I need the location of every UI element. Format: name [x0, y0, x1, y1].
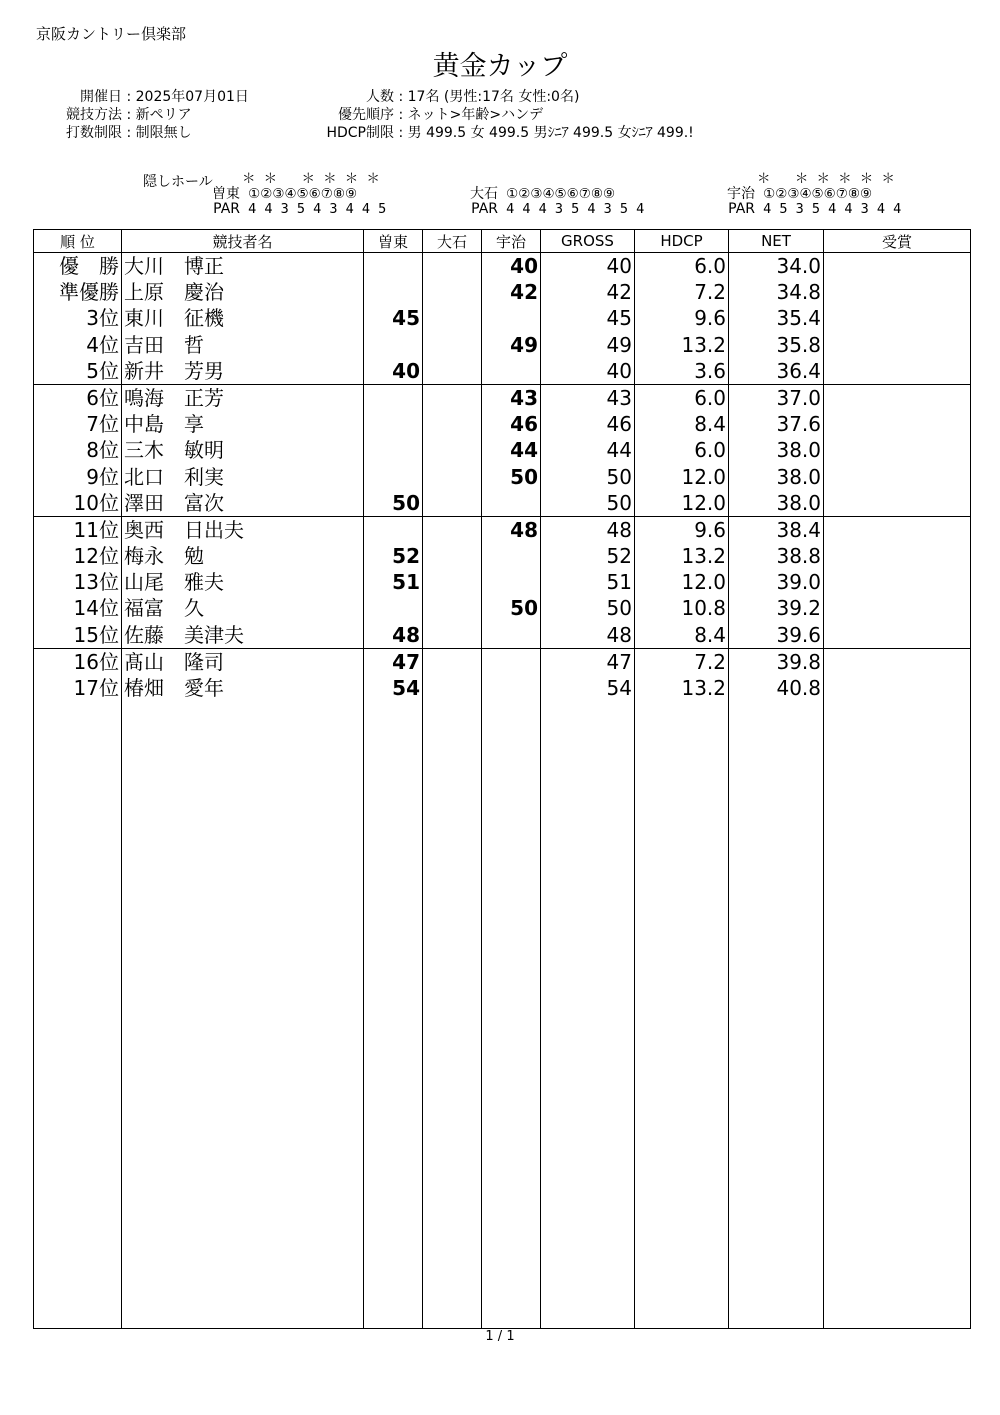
- club-name: 京阪カントリー倶楽部: [36, 25, 187, 43]
- gross-cell: 50: [606, 490, 632, 515]
- net-cell: 40.8: [776, 676, 821, 700]
- row-group: [423, 516, 481, 648]
- rank-cell: 17位: [73, 676, 119, 700]
- hdcp-cell: 13.2: [681, 332, 726, 357]
- row-group: [541, 516, 634, 648]
- info-value: 17名 (男性:17名 女性:0名): [407, 89, 580, 105]
- sotou-score-cell: 45: [392, 306, 420, 331]
- gross-cell: 40: [606, 254, 632, 278]
- name-column: [122, 253, 364, 1329]
- course-name: 大石: [470, 186, 498, 202]
- net-cell: 36.4: [776, 358, 821, 383]
- uji-score-cell: 48: [510, 517, 538, 542]
- results-table: [33, 229, 971, 1329]
- row-group: [364, 648, 422, 701]
- row-group: [541, 253, 634, 384]
- hdcp-cell: 12.0: [681, 490, 726, 515]
- rank-cell: 15位: [73, 622, 119, 647]
- col-gross: GROSS: [541, 230, 635, 253]
- info-row-count: 人数 : 17名 (男性:17名 女性:0名): [300, 86, 790, 104]
- award-cell: [824, 543, 970, 569]
- rank-cell: 10位: [73, 490, 119, 515]
- info-label: HDCP制限: [326, 125, 394, 140]
- par-values: 4 4 3 5 4 3 4 4 5: [248, 201, 387, 217]
- sotou-score-cell: 50: [392, 490, 420, 515]
- award-cell: [824, 622, 970, 648]
- row-group: [541, 648, 634, 701]
- ooishi-score-cell: [423, 411, 481, 437]
- info-row-priority: 優先順序 : ネット>年齢>ハンデ: [300, 104, 790, 122]
- hole-numbers: ①②③④⑤⑥⑦⑧⑨: [763, 186, 873, 202]
- hdcp-cell: 6.0: [694, 385, 726, 410]
- player-name-cell: 北口 利実: [124, 464, 224, 489]
- player-name-cell: 吉田 哲: [124, 332, 204, 357]
- hdcp-cell: 7.2: [694, 649, 726, 674]
- rank-column: [34, 253, 122, 1329]
- row-group: [729, 384, 823, 516]
- sotou-score-cell: 48: [392, 622, 420, 647]
- row-group: [729, 648, 823, 701]
- course-ooishi: [456, 172, 644, 217]
- award-cell: [824, 649, 970, 675]
- row-group: [122, 384, 363, 516]
- row-group: [635, 648, 728, 701]
- rank-cell: 12位: [73, 544, 119, 569]
- course-name: 宇治: [727, 186, 755, 202]
- table-body: [34, 253, 971, 1329]
- ooishi-score-cell: [423, 305, 481, 331]
- sotou-score-cell: [364, 411, 422, 437]
- award-cell: [824, 437, 970, 463]
- row-group: [423, 384, 481, 516]
- rank-cell: 6位: [86, 385, 119, 410]
- row-group: [824, 648, 970, 701]
- sotou-score-cell: 40: [392, 358, 420, 383]
- uji-score-cell: 50: [510, 596, 538, 621]
- ooishi-score-cell: [423, 517, 481, 543]
- hdcp-cell: 6.0: [694, 438, 726, 463]
- net-cell: 37.6: [776, 412, 821, 437]
- player-name-cell: 鳴海 正芳: [124, 385, 224, 410]
- hdcp-cell: 13.2: [681, 544, 726, 569]
- sotou-score-cell: 54: [392, 676, 420, 700]
- uji-score-cell: 40: [510, 254, 538, 278]
- hidden-hole-label: 隠しホール: [143, 174, 213, 190]
- rank-cell: 11位: [73, 517, 119, 542]
- info-right: [300, 86, 790, 140]
- award-cell: [824, 517, 970, 543]
- info-row-date: 開催日 : 2025年07月01日: [50, 86, 249, 104]
- ooishi-score-cell: [423, 385, 481, 411]
- row-group: [635, 253, 728, 384]
- gross-cell: 49: [606, 332, 632, 357]
- rank-cell: 9位: [86, 464, 119, 489]
- award-cell: [824, 464, 970, 490]
- row-group: [729, 253, 823, 384]
- net-cell: 38.0: [776, 464, 821, 489]
- gross-cell: 45: [606, 306, 632, 331]
- net-cell: 37.0: [776, 385, 821, 410]
- info-label: 優先順序: [338, 107, 394, 123]
- award-cell: [824, 569, 970, 595]
- player-name-cell: 佐藤 美津夫: [124, 622, 244, 647]
- row-group: [482, 648, 540, 701]
- ooishi-score-cell: [423, 332, 481, 358]
- sotou-score-cell: [364, 253, 422, 279]
- sotou-score-cell: [364, 437, 422, 463]
- info-value: 男 499.5 女 499.5 男ｼﾆｱ 499.5 女ｼﾆｱ 499.!: [407, 125, 694, 140]
- course-uji: [713, 172, 901, 217]
- hdcp-cell: 8.4: [694, 622, 726, 647]
- net-cell: 34.0: [776, 254, 821, 278]
- col-award: 受賞: [824, 230, 971, 253]
- uji-score-cell: [482, 305, 540, 331]
- row-group: [541, 384, 634, 516]
- award-cell: [824, 305, 970, 331]
- info-value: 2025年07月01日: [135, 89, 249, 105]
- uji-score-cell: [482, 543, 540, 569]
- gross-cell: 42: [606, 280, 632, 305]
- rank-cell: 準優勝: [59, 280, 119, 305]
- award-cell: [824, 279, 970, 305]
- par-values: 4 5 3 5 4 4 3 4 4: [763, 201, 902, 217]
- hdcp-column: [635, 253, 729, 1329]
- net-cell: 39.2: [776, 596, 821, 621]
- gross-cell: 51: [606, 570, 632, 595]
- net-cell: 39.6: [776, 622, 821, 647]
- player-name-cell: 髙山 隆司: [124, 649, 224, 674]
- ooishi-score-cell: [423, 279, 481, 305]
- rank-cell: 8位: [86, 438, 119, 463]
- hdcp-cell: 8.4: [694, 412, 726, 437]
- rank-cell: 5位: [86, 358, 119, 383]
- gross-cell: 50: [606, 596, 632, 621]
- info-row-hdcp: HDCP制限 : 男 499.5 女 499.5 男ｼﾆｱ 499.5 女ｼﾆｱ 499.!: [300, 122, 790, 140]
- ooishi-score-cell: [423, 437, 481, 463]
- net-column: [729, 253, 824, 1329]
- rank-cell: 優 勝: [59, 254, 119, 278]
- info-value: 制限無し: [135, 125, 192, 141]
- net-cell: 38.0: [776, 490, 821, 515]
- table-header: [34, 230, 971, 253]
- ooishi-column: [423, 253, 482, 1329]
- rank-cell: 13位: [73, 570, 119, 595]
- net-cell: 35.8: [776, 332, 821, 357]
- hidden-hole-stars: ＊ ＊ ＊ ＊ ＊ ＊: [242, 171, 380, 187]
- gross-cell: 48: [606, 517, 632, 542]
- player-name-cell: 奥西 日出夫: [124, 517, 244, 542]
- award-cell: [824, 358, 970, 384]
- gross-cell: 44: [606, 438, 632, 463]
- row-group: [482, 253, 540, 384]
- info-label: 競技方法: [66, 107, 122, 123]
- sotou-score-cell: [364, 385, 422, 411]
- player-name-cell: 大川 博正: [124, 254, 224, 278]
- gross-cell: 43: [606, 385, 632, 410]
- uji-score-cell: 50: [510, 464, 538, 489]
- hdcp-cell: 7.2: [694, 280, 726, 305]
- player-name-cell: 福富 久: [124, 596, 204, 621]
- info-row-limit: 打数制限 : 制限無し: [50, 122, 249, 140]
- info-left: [50, 86, 249, 140]
- player-name-cell: 新井 芳男: [124, 358, 224, 383]
- award-cell: [824, 332, 970, 358]
- row-group: [364, 516, 422, 648]
- uji-score-cell: [482, 569, 540, 595]
- col-sotou: 曽東: [364, 230, 423, 253]
- hdcp-cell: 6.0: [694, 254, 726, 278]
- player-name-cell: 上原 慶治: [124, 280, 224, 305]
- player-name-cell: 三木 敏明: [124, 438, 224, 463]
- row-group: [34, 516, 121, 648]
- col-uji: 宇治: [482, 230, 541, 253]
- sotou-score-cell: [364, 464, 422, 490]
- par-label: PAR: [728, 201, 755, 217]
- ooishi-score-cell: [423, 253, 481, 279]
- sotou-score-cell: [364, 517, 422, 543]
- info-label: 人数: [366, 89, 394, 105]
- row-group: [635, 384, 728, 516]
- gross-cell: 47: [606, 649, 632, 674]
- sotou-score-cell: [364, 595, 422, 621]
- gross-cell: 52: [606, 544, 632, 569]
- player-name-cell: 東川 征機: [124, 306, 224, 331]
- rank-cell: 7位: [86, 412, 119, 437]
- award-cell: [824, 595, 970, 621]
- par-label: PAR: [213, 201, 240, 217]
- net-cell: 39.0: [776, 570, 821, 595]
- uji-score-cell: [482, 490, 540, 516]
- row-group: [34, 253, 121, 384]
- uji-score-cell: [482, 675, 540, 701]
- par-values: 4 4 4 3 5 4 3 5 4: [506, 201, 645, 217]
- hidden-hole-stars: [456, 172, 644, 187]
- gross-cell: 50: [606, 464, 632, 489]
- ooishi-score-cell: [423, 358, 481, 384]
- sotou-score-cell: 51: [392, 570, 420, 595]
- row-group: [824, 384, 970, 516]
- info-label: 打数制限: [66, 125, 122, 141]
- ooishi-score-cell: [423, 569, 481, 595]
- ooishi-score-cell: [423, 622, 481, 648]
- rank-cell: 3位: [86, 306, 119, 331]
- hdcp-cell: 9.6: [694, 517, 726, 542]
- net-cell: 34.8: [776, 280, 821, 305]
- col-net: NET: [729, 230, 824, 253]
- info-row-method: 競技方法 : 新ペリア: [50, 104, 249, 122]
- row-group: [34, 648, 121, 701]
- uji-column: [482, 253, 541, 1329]
- col-rank: 順 位: [34, 230, 122, 253]
- player-name-cell: 山尾 雅夫: [124, 570, 224, 595]
- col-ooishi: 大石: [423, 230, 482, 253]
- uji-score-cell: 49: [510, 332, 538, 357]
- net-cell: 35.4: [776, 306, 821, 331]
- player-name-cell: 椿畑 愛年: [124, 676, 224, 700]
- col-name: 競技者名: [122, 230, 364, 253]
- uji-score-cell: 46: [510, 412, 538, 437]
- net-cell: 38.0: [776, 438, 821, 463]
- award-cell: [824, 675, 970, 701]
- row-group: [824, 253, 970, 384]
- sotou-score-cell: [364, 279, 422, 305]
- info-label: 開催日: [80, 89, 122, 105]
- gross-cell: 48: [606, 622, 632, 647]
- hdcp-cell: 12.0: [681, 464, 726, 489]
- gross-cell: 54: [606, 676, 632, 700]
- hole-numbers: ①②③④⑤⑥⑦⑧⑨: [506, 186, 616, 202]
- sotou-score-cell: 47: [392, 649, 420, 674]
- hidden-hole-stars: ＊ ＊ ＊ ＊ ＊ ＊: [757, 171, 895, 187]
- sotou-score-cell: 52: [392, 544, 420, 569]
- ooishi-score-cell: [423, 490, 481, 516]
- player-name-cell: 澤田 富次: [124, 490, 224, 515]
- sotou-column: [364, 253, 423, 1329]
- row-group: [423, 253, 481, 384]
- sotou-score-cell: [364, 332, 422, 358]
- row-group: [635, 516, 728, 648]
- award-cell: [824, 411, 970, 437]
- award-cell: [824, 385, 970, 411]
- ooishi-score-cell: [423, 464, 481, 490]
- net-cell: 38.4: [776, 517, 821, 542]
- net-cell: 39.8: [776, 649, 821, 674]
- info-value: ネット>年齢>ハンデ: [407, 107, 544, 123]
- row-group: [482, 516, 540, 648]
- hdcp-cell: 10.8: [681, 596, 726, 621]
- uji-score-cell: [482, 622, 540, 648]
- rank-cell: 4位: [86, 332, 119, 357]
- player-name-cell: 中島 享: [124, 412, 204, 437]
- uji-score-cell: 43: [510, 385, 538, 410]
- page-title: 黄金カップ: [432, 51, 568, 82]
- row-group: [729, 516, 823, 648]
- row-group: [122, 516, 363, 648]
- rank-cell: 14位: [73, 596, 119, 621]
- hdcp-cell: 3.6: [694, 358, 726, 383]
- gross-column: [541, 253, 635, 1329]
- row-group: [824, 516, 970, 648]
- ooishi-score-cell: [423, 649, 481, 675]
- hdcp-cell: 13.2: [681, 676, 726, 700]
- row-group: [122, 648, 363, 701]
- net-cell: 38.8: [776, 544, 821, 569]
- hole-numbers: ①②③④⑤⑥⑦⑧⑨: [248, 186, 358, 202]
- col-hdcp: HDCP: [635, 230, 729, 253]
- ooishi-score-cell: [423, 543, 481, 569]
- gross-cell: 40: [606, 358, 632, 383]
- course-name: 曽東: [212, 186, 240, 202]
- hdcp-cell: 9.6: [694, 306, 726, 331]
- hdcp-cell: 12.0: [681, 570, 726, 595]
- rank-cell: 16位: [73, 649, 119, 674]
- award-cell: [824, 253, 970, 279]
- info-value: 新ペリア: [135, 107, 192, 123]
- row-group: [364, 253, 422, 384]
- row-group: [482, 384, 540, 516]
- award-column: [824, 253, 971, 1329]
- row-group: [423, 648, 481, 701]
- page-number: 1 / 1: [485, 1329, 515, 1344]
- ooishi-score-cell: [423, 675, 481, 701]
- uji-score-cell: 42: [510, 280, 538, 305]
- row-group: [122, 253, 363, 384]
- course-sotou: [198, 172, 386, 217]
- row-group: [364, 384, 422, 516]
- uji-score-cell: [482, 649, 540, 675]
- row-group: [34, 384, 121, 516]
- ooishi-score-cell: [423, 595, 481, 621]
- uji-score-cell: 44: [510, 438, 538, 463]
- gross-cell: 46: [606, 412, 632, 437]
- player-name-cell: 梅永 勉: [124, 544, 204, 569]
- par-label: PAR: [471, 201, 498, 217]
- award-cell: [824, 490, 970, 516]
- uji-score-cell: [482, 358, 540, 384]
